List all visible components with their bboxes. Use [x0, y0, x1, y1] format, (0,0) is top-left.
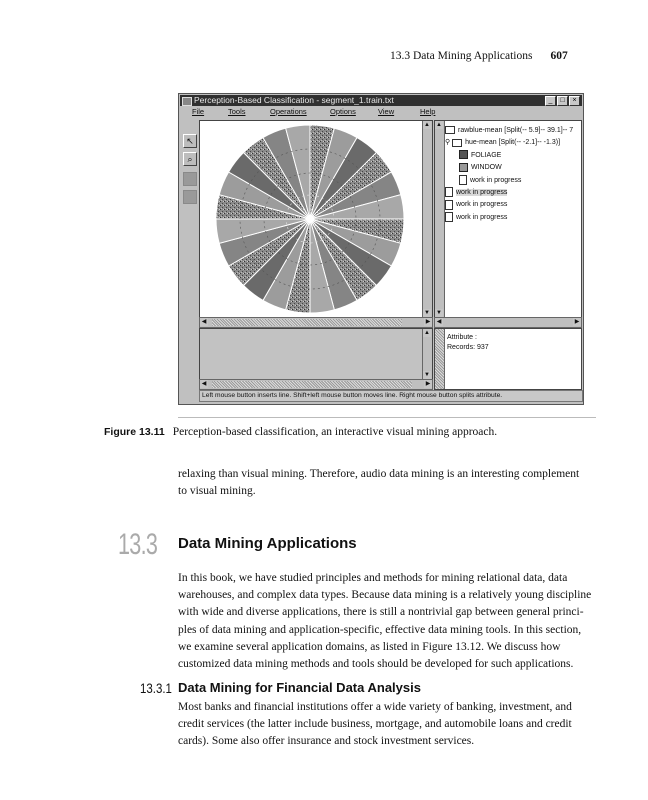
menu-operations[interactable]: Operations	[270, 107, 307, 116]
viz-vertical-scrollbar[interactable]	[422, 121, 432, 317]
tree-node[interactable]: ⚲ hue-mean [Split(-- -2.1]-- -1.3)]	[445, 139, 561, 147]
lower-scroll-down-icon[interactable]: ▼	[424, 372, 430, 378]
figure-caption-text: Perception-based classification, an interactive visual mining approach.	[172, 426, 498, 438]
scroll-right-icon[interactable]: ▶	[425, 319, 431, 325]
decision-tree-pane	[434, 120, 582, 318]
segment-wedges	[216, 125, 404, 313]
info-scrollbar[interactable]	[435, 329, 445, 389]
class-swatch	[459, 150, 468, 159]
folder-icon	[452, 139, 462, 147]
lower-vertical-scrollbar[interactable]	[422, 329, 432, 379]
page-number: 607	[550, 50, 568, 62]
window-titlebar	[180, 95, 582, 106]
menubar	[180, 107, 582, 117]
tree-leaf[interactable]: work in progress	[445, 199, 573, 211]
records-count: Records: 937	[447, 344, 489, 351]
tree-scroll-up-icon[interactable]: ▲	[436, 122, 442, 128]
toolbar	[182, 120, 198, 390]
document-icon	[445, 212, 453, 222]
tree-horizontal-scrollbar[interactable]	[434, 317, 582, 328]
tree-scroll-down-icon[interactable]: ▼	[436, 310, 442, 316]
section-title: Data Mining Applications	[178, 535, 357, 552]
menu-help[interactable]: Help	[420, 107, 436, 116]
document-icon	[445, 200, 453, 210]
section-number: 13.3	[118, 528, 158, 561]
class-swatch	[459, 163, 468, 172]
tree-scroll-right-icon[interactable]: ▶	[574, 319, 580, 325]
tree-leaf[interactable]: work in progress	[445, 212, 573, 224]
window-title: Perception-Based Classification - segment_1.train.txt	[194, 95, 394, 105]
scroll-left-icon[interactable]: ◀	[201, 319, 207, 325]
document-icon	[445, 187, 453, 197]
lower-scroll-thumb[interactable]	[212, 381, 412, 388]
attribute-label: Attribute :	[447, 334, 477, 341]
tree-vertical-scrollbar[interactable]	[435, 121, 445, 317]
subsection-title: Data Mining for Financial Data Analysis	[178, 680, 421, 695]
lower-scroll-right-icon[interactable]: ▶	[425, 381, 431, 387]
tree-leaf[interactable]: work in progress	[445, 187, 573, 199]
tree-scroll-left-icon[interactable]: ◀	[436, 319, 442, 325]
tree-leaf[interactable]: WINDOW	[445, 162, 573, 174]
attribute-info-pane	[434, 328, 582, 390]
status-bar: Left mouse button inserts line. Shift+left mouse button moves line. Right mouse button splits attribute.	[199, 390, 583, 402]
tree-list	[445, 125, 573, 224]
running-header-section: 13.3 Data Mining Applications	[390, 50, 533, 62]
tree-leaf[interactable]: work in progress	[445, 175, 573, 187]
menu-options[interactable]: Options	[330, 107, 356, 116]
scroll-up-icon[interactable]: ▲	[424, 122, 430, 128]
viz-horizontal-scrollbar[interactable]	[199, 317, 433, 328]
scroll-down-icon[interactable]: ▼	[424, 310, 430, 316]
circle-segments-plot[interactable]	[200, 121, 432, 317]
lower-horizontal-scrollbar[interactable]	[199, 379, 433, 390]
pointer-icon[interactable]: ↖	[183, 134, 197, 148]
folder-icon	[445, 126, 455, 134]
menu-file[interactable]: File	[192, 107, 205, 116]
minimize-button[interactable]: _	[545, 96, 556, 106]
visualization-pane	[199, 120, 433, 318]
figure-caption	[104, 426, 497, 438]
figure-rule	[178, 417, 596, 418]
section-paragraph: In this book, we have studied principles and methods for mining relational data, data warehouses, and complex data types. Because data mining is a relatively young discipline with wide and diverse applications, there is still a nontrivial gap between general princi- ples of data mining and application-specific, effective data mining tools. In this section, we examine several application domains, as listed in Figure 13.12. We discuss how customized data mining methods and tools should be developed for such applications.	[178, 572, 592, 671]
close-button[interactable]: ×	[569, 96, 580, 106]
lower-scroll-left-icon[interactable]: ◀	[201, 381, 207, 387]
classification-window	[178, 93, 584, 405]
menu-view[interactable]: View	[378, 107, 395, 116]
lower-left-pane	[199, 328, 433, 380]
maximize-button[interactable]: □	[557, 96, 568, 106]
subsection-number: 13.3.1	[140, 680, 172, 696]
figure-label: Figure 13.11	[104, 426, 165, 438]
intro-paragraph: relaxing than visual mining. Therefore, audio data mining is an interesting complement to visual mining.	[178, 468, 580, 498]
tree-leaf[interactable]: FOLIAGE	[445, 150, 573, 162]
zoom-icon[interactable]: ⌕	[183, 152, 197, 166]
tool-3-icon[interactable]	[183, 172, 197, 186]
menu-tools[interactable]: Tools	[228, 107, 246, 116]
document-icon	[459, 175, 467, 185]
tool-4-icon[interactable]	[183, 190, 197, 204]
app-icon	[182, 97, 192, 106]
scroll-thumb[interactable]	[212, 319, 402, 326]
tree-node[interactable]: rawblue-mean [Split(-- 5.9]-- 39.1]-- 7	[445, 125, 573, 137]
subsection-paragraph: Most banks and financial institutions offer a wide variety of banking, investment, and credit services (the latter include business, mortgage, and automobile loans and credit cards). Some also offer insurance and stock investment services.	[178, 701, 572, 748]
running-header	[390, 50, 568, 62]
lower-scroll-up-icon[interactable]: ▲	[424, 330, 430, 336]
